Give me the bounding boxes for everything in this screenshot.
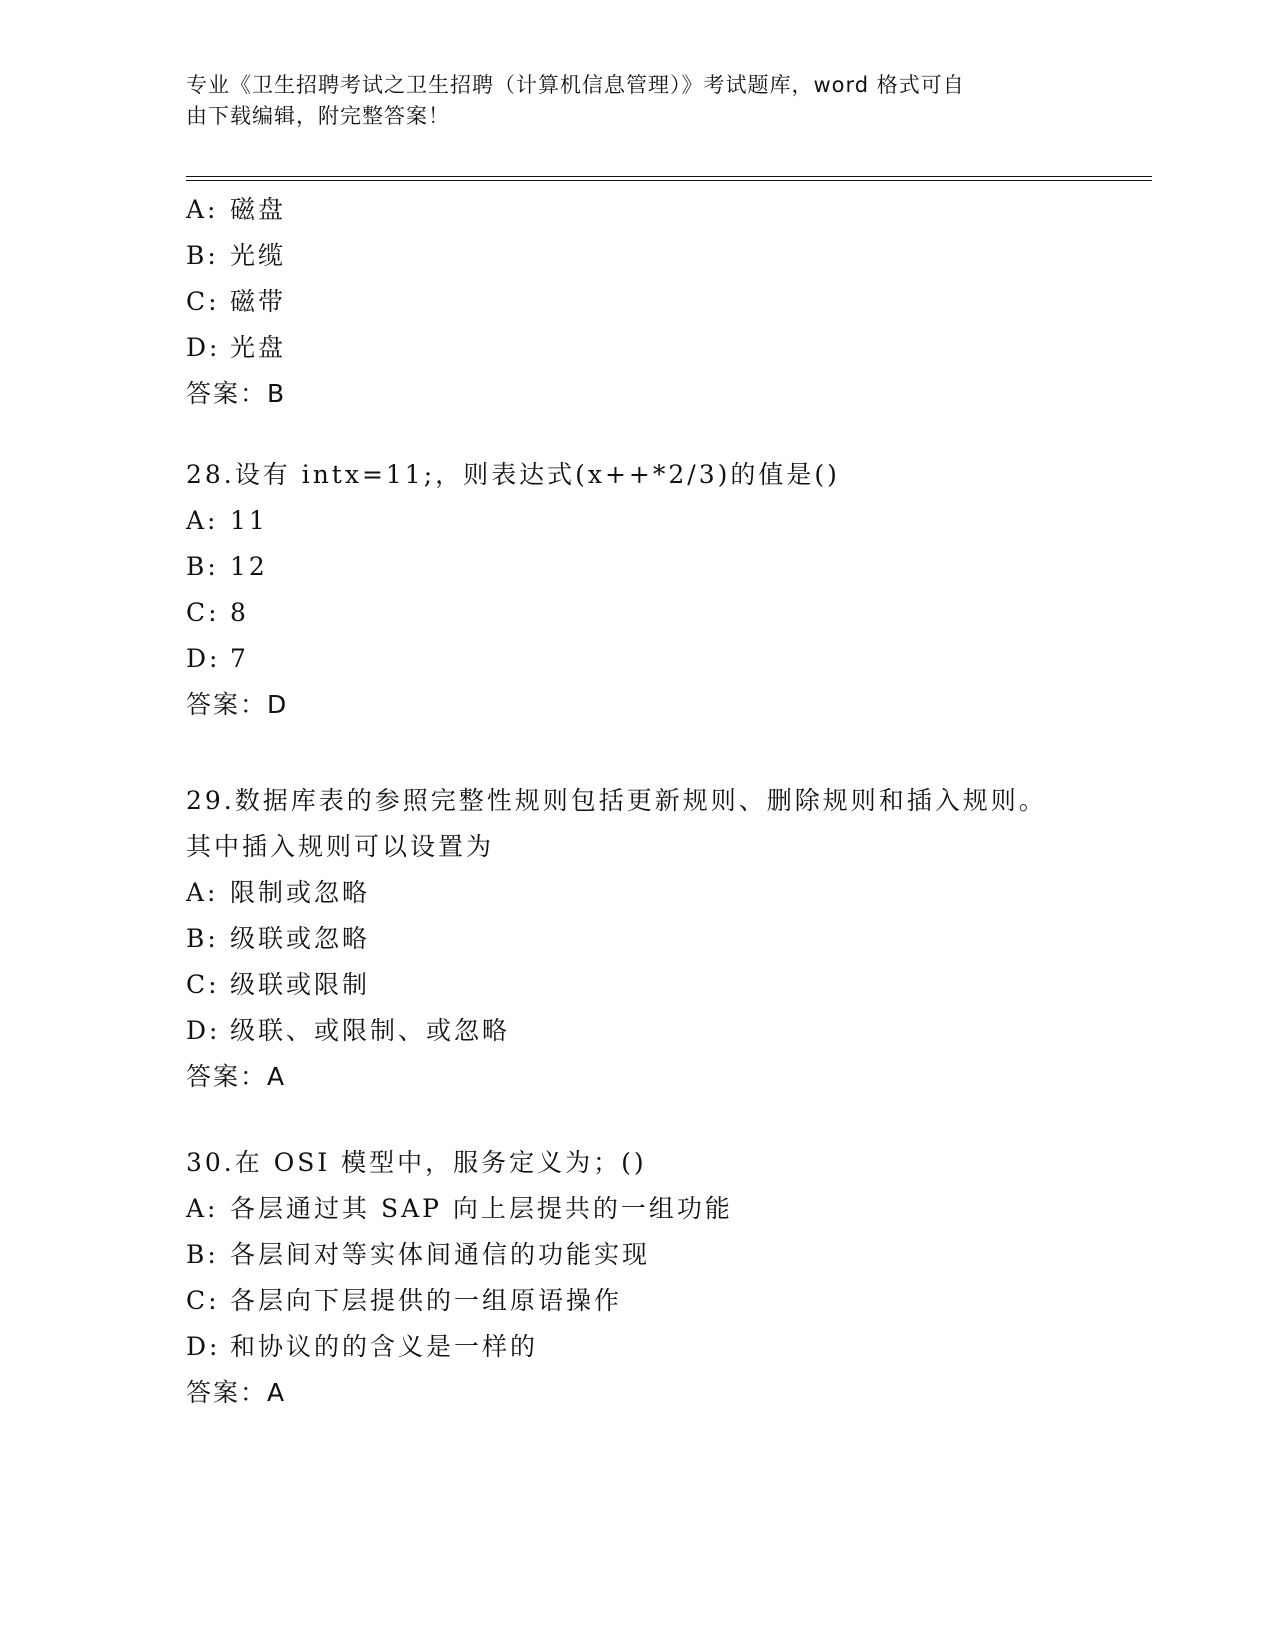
option-c: [186, 962, 1086, 1008]
option-d: [186, 1324, 1086, 1370]
option-key: A:: [186, 878, 219, 907]
question-28: [186, 452, 1086, 728]
option-a: [186, 187, 1086, 233]
option-text: 磁盘: [230, 195, 287, 224]
option-text: 各层间对等实体间通信的功能实现: [230, 1240, 651, 1269]
option-a: [186, 870, 1086, 916]
option-text: 各层向下层提供的一组原语操作: [230, 1286, 623, 1315]
option-b: [186, 1232, 1086, 1278]
option-text: 级联或限制: [230, 970, 371, 999]
option-key: C:: [186, 1286, 220, 1315]
header-line-1: 专业《卫生招聘考试之卫生招聘（计算机信息管理）》考试题库，word 格式可自: [186, 73, 965, 97]
option-text: 光缆: [230, 241, 287, 270]
option-b: [186, 544, 1086, 590]
answer-line: 答案：B: [186, 379, 287, 408]
option-text: 各层通过其 SAP 向上层提共的一组功能: [230, 1194, 733, 1223]
option-d: [186, 636, 1086, 682]
option-a: [186, 498, 1086, 544]
option-d: [186, 1008, 1086, 1054]
header-line-2: 由下载编辑，附完整答案！: [186, 104, 450, 128]
option-text: 限制或忽略: [230, 878, 371, 907]
question-30: [186, 1140, 1086, 1416]
option-text: 11: [230, 506, 268, 535]
option-text: 7: [230, 644, 249, 673]
option-key: C:: [186, 598, 220, 627]
option-key: B:: [186, 924, 219, 953]
question-text: 30.在 OSI 模型中，服务定义为；(): [186, 1148, 647, 1177]
option-key: D:: [186, 1016, 221, 1045]
option-key: D:: [186, 1332, 221, 1361]
option-c: [186, 590, 1086, 636]
option-text: 12: [230, 552, 268, 581]
option-key: D:: [186, 333, 221, 362]
answer-line: 答案：A: [186, 1378, 287, 1407]
option-key: C:: [186, 970, 220, 999]
option-text: 级联、或限制、或忽略: [230, 1016, 511, 1045]
option-text: 磁带: [230, 287, 287, 316]
option-key: B:: [186, 241, 219, 270]
option-key: B:: [186, 1240, 219, 1269]
question-text-line-2: 其中插入规则可以设置为: [186, 832, 495, 861]
option-d: [186, 325, 1086, 371]
option-text: 8: [230, 598, 249, 627]
option-key: A:: [186, 195, 219, 224]
question-27-continued: [186, 187, 1086, 417]
option-key: C:: [186, 287, 220, 316]
option-c: [186, 279, 1086, 325]
option-key: B:: [186, 552, 219, 581]
option-key: A:: [186, 506, 219, 535]
option-key: A:: [186, 1194, 219, 1223]
header-divider: [186, 176, 1152, 181]
option-key: D:: [186, 644, 221, 673]
option-a: [186, 1186, 1086, 1232]
option-text: 光盘: [230, 333, 287, 362]
option-b: [186, 233, 1086, 279]
option-text: 和协议的的含义是一样的: [230, 1332, 539, 1361]
question-text: 28.设有 intx=11;，则表达式(x++*2/3)的值是(): [186, 460, 840, 489]
question-29: [186, 778, 1086, 1100]
option-b: [186, 916, 1086, 962]
question-text-line-1: 29.数据库表的参照完整性规则包括更新规则、删除规则和插入规则。: [186, 786, 1047, 815]
answer-line: 答案：A: [186, 1062, 287, 1091]
option-c: [186, 1278, 1086, 1324]
answer-line: 答案：D: [186, 690, 289, 719]
option-text: 级联或忽略: [230, 924, 371, 953]
document-header: [186, 70, 1066, 132]
